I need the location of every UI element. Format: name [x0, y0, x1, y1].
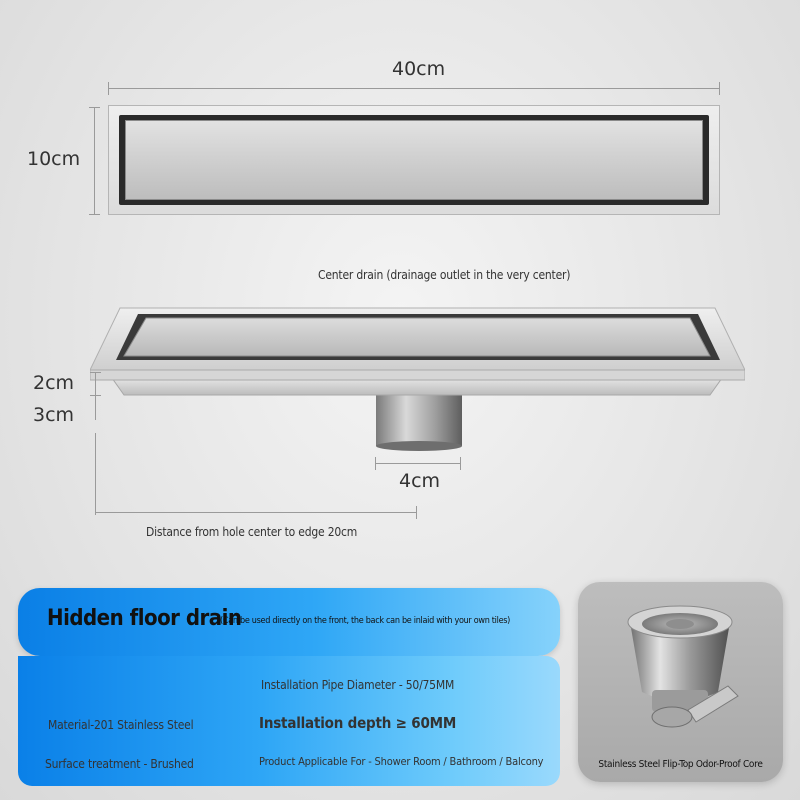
spec-pipe-diameter: Installation Pipe Diameter - 50/75MM	[261, 678, 455, 692]
product-title: Hidden floor drain	[47, 606, 242, 631]
hole-distance-tick-right	[416, 506, 417, 519]
height-top-label: 2cm	[33, 372, 75, 394]
depth-dimension-tick	[90, 372, 101, 373]
drain-body	[112, 378, 722, 395]
odor-core-image	[578, 582, 783, 752]
height-dimension-tick-bottom	[89, 214, 100, 215]
spec-material: Material-201 Stainless Steel	[48, 718, 194, 732]
width-dimension-tick-left	[108, 82, 109, 95]
drain-top-view	[108, 105, 720, 215]
length-label: 40cm	[392, 58, 446, 80]
drain-side-plate	[124, 318, 710, 356]
spec-depth: Installation depth ≥ 60MM	[259, 714, 457, 732]
drain-top-plate	[125, 120, 703, 200]
height-dimension-tick-top	[89, 107, 100, 108]
pipe-diameter-label: 4cm	[399, 470, 441, 492]
height-dimension-line	[94, 107, 95, 215]
odor-core-card	[578, 582, 783, 782]
drain-side-view	[90, 300, 745, 460]
pipe-dimension-tick-left	[375, 457, 376, 470]
height-pipe-label: 3cm	[33, 404, 75, 426]
hole-distance-line-vertical	[95, 433, 96, 515]
width-dimension-line	[108, 88, 720, 89]
depth-dimension-line	[95, 372, 96, 420]
pipe-dimension-tick-right	[460, 457, 461, 470]
drain-pipe	[376, 390, 462, 446]
hole-distance-caption: Distance from hole center to edge 20cm	[146, 525, 358, 539]
hole-distance-line-horizontal	[95, 512, 417, 513]
product-note: (Can be used directly on the front, the back can be inlaid with your own tiles)	[220, 616, 511, 626]
spec-applicable: Product Applicable For - Shower Room / Bathroom / Balcony	[259, 755, 544, 768]
pipe-dimension-line	[375, 463, 461, 464]
center-drain-caption: Center drain (drainage outlet in the very center)	[318, 268, 571, 282]
width-label: 10cm	[27, 148, 81, 170]
spec-surface: Surface treatment - Brushed	[45, 757, 194, 771]
depth-dimension-tick-mid	[90, 395, 101, 396]
width-dimension-tick-right	[719, 82, 720, 95]
odor-core-label: Stainless Steel Flip-Top Odor-Proof Core	[598, 759, 763, 770]
